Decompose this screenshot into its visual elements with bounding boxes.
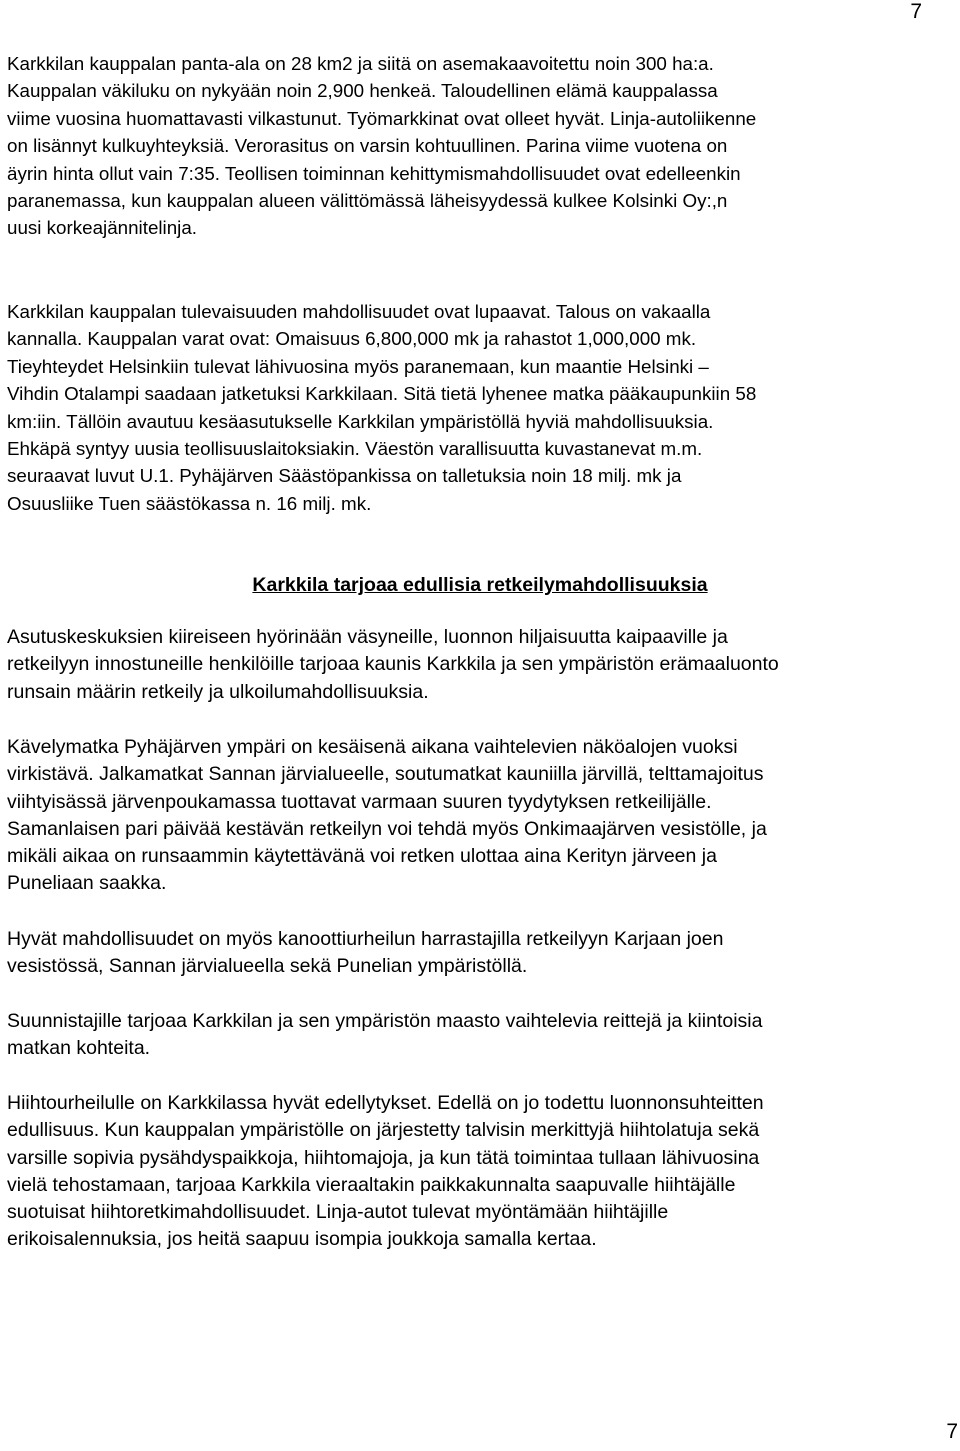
paragraph-4 xyxy=(7,1008,955,1063)
text-line: runsain määrin retkeily ja ulkoilumahdollisuuksia. xyxy=(7,680,429,703)
text-line: Ehkäpä syntyy uusia teollisuuslaitoksiakin. Väestön varallisuutta kuvastanevat m.m. xyxy=(7,438,703,460)
text-line: erikoisalennuksia, jos heitä saapuu isompia joukkoja samalla kertaa. xyxy=(7,1228,597,1251)
text-line: on lisännyt kulkuyhteyksiä. Verorasitus on varsin kohtuullinen. Parina viime vuotena on xyxy=(7,135,728,157)
page-number-top: 7 xyxy=(910,0,922,23)
text-line: Puneliaan saakka. xyxy=(7,872,167,895)
text-line: uusi korkeajännitelinja. xyxy=(7,217,198,239)
text-line: Hyvät mahdollisuudet on myös kanoottiurheilun harrastajilla retkeilyyn Karjaan joen xyxy=(7,928,724,950)
paragraph-3 xyxy=(7,926,955,981)
section-heading: Karkkila tarjoaa edullisia retkeilymahdollisuuksia xyxy=(252,574,708,596)
paragraph-5 xyxy=(7,1090,955,1254)
paragraph-1 xyxy=(7,624,955,706)
text-line: viime vuosina huomattavasti vilkastunut. Työmarkkinat ovat olleet hyvät. Linja-autoliikenne xyxy=(7,107,757,129)
text-line: suotuisat hiihtoretkimahdollisuudet. Linja-autot tulevat myöntämään hiihtäjille xyxy=(7,1201,669,1224)
text-line: varsille sopivia pysähdyspaikkoja, hiihtomajoja, ja kun tätä toimintaa tullaan lähivuosina xyxy=(7,1146,760,1169)
text-line: vesistössä, Sannan järvialueella sekä Punelian ympäristöllä. xyxy=(7,955,528,978)
text-line: Hiihtourheilulle on Karkkilassa hyvät edellytykset. Edellä on jo todettu luonnonsuhteitten xyxy=(7,1092,764,1114)
text-line: Asutuskeskuksien kiireiseen hyörinään väsyneille, luonnon hiljaisuutta kaipaaville ja xyxy=(7,626,728,648)
text-line: Osuusliike Tuen säästökassa n. 16 milj. mk. xyxy=(7,492,372,514)
paragraph-2 xyxy=(7,734,955,898)
text-line: äyrin hinta ollut vain 7:35. Teollisen toiminnan kehittymismahdollisuudet ovat edelleenkin xyxy=(7,162,741,184)
text-line: Kävelymatka Pyhäjärven ympäri on kesäisenä aikana vaihtelevien näköalojen vuoksi xyxy=(7,736,738,758)
text-line: Karkkilan kauppalan panta-ala on 28 km2 ja siitä on asemakaavoitettu noin 300 ha:a. xyxy=(7,53,714,74)
text-line: edullisuus. Kun kauppalan ympäristölle on järjestetty talvisin merkittyjä hiihtolatuja sekä xyxy=(7,1119,760,1142)
text-line: Karkkilan kauppalan tulevaisuuden mahdollisuudet ovat lupaavat. Talous on vakaalla xyxy=(7,301,711,322)
text-line: viihtyisässä järvenpoukamassa tuottavat varmaan suuren tyydytyksen retkeilijälle. xyxy=(7,790,712,813)
text-line: kannalla. Kauppalan varat ovat: Omaisuus 6,800,000 mk ja rahastot 1,000,000 mk. xyxy=(7,328,697,350)
text-line: virkistävä. Jalkamatkat Sannan järvialueelle, soutumatkat kauniilla järvillä, telttamajoitus xyxy=(7,763,764,786)
intro-paragraph xyxy=(7,50,955,242)
text-line: Tieyhteydet Helsinkiin tulevat lähivuosina myös paranemaan, kun maantie Helsinki – xyxy=(7,355,709,377)
text-line: vielä tehostamaan, tarjoaa Karkkila vieraaltakin paikkakunnalta saapuvalle hiihtäjälle xyxy=(7,1173,736,1196)
text-line: matkan kohteita. xyxy=(7,1037,151,1060)
text-line: seuraavat luvut U.1. Pyhäjärven Säästöpankissa on talletuksia noin 18 milj. mk ja xyxy=(7,465,682,487)
page-number-bottom: 7 xyxy=(946,1420,958,1443)
text-line: km:iin. Tällöin avautuu kesäasutukselle Karkkilan ympäristöllä hyviä mahdollisuuksia. xyxy=(7,410,714,432)
text-line: retkeilyyn innostuneille henkilöille tarjoaa kaunis Karkkila ja sen ympäristön erämaaluonto xyxy=(7,653,779,676)
text-line: Samanlaisen pari päivää kestävän retkeilyn voi tehdä myös Onkimaajärven vesistölle, ja xyxy=(7,817,767,840)
text-line: mikäli aikaa on runsaammin käytettävänä voi retken ulottaa aina Kerityn järveen ja xyxy=(7,845,717,868)
future-paragraph xyxy=(7,298,955,517)
text-line: Vihdin Otalampi saadaan jatketuksi Karkkilaan. Sitä tietä lyhenee matka pääkaupunkiin 58 xyxy=(7,383,757,405)
text-line: Suunnistajille tarjoaa Karkkilan ja sen ympäristön maasto vaihtelevia reittejä ja kiintoisia xyxy=(7,1010,763,1032)
text-line: paranemassa, kun kauppalan alueen välittömässä läheisyydessä kulkee Kolsinki Oy:,n xyxy=(7,190,728,212)
text-line: Kauppalan väkiluku on nykyään noin 2,900 henkeä. Taloudellinen elämä kauppalassa xyxy=(7,80,718,102)
